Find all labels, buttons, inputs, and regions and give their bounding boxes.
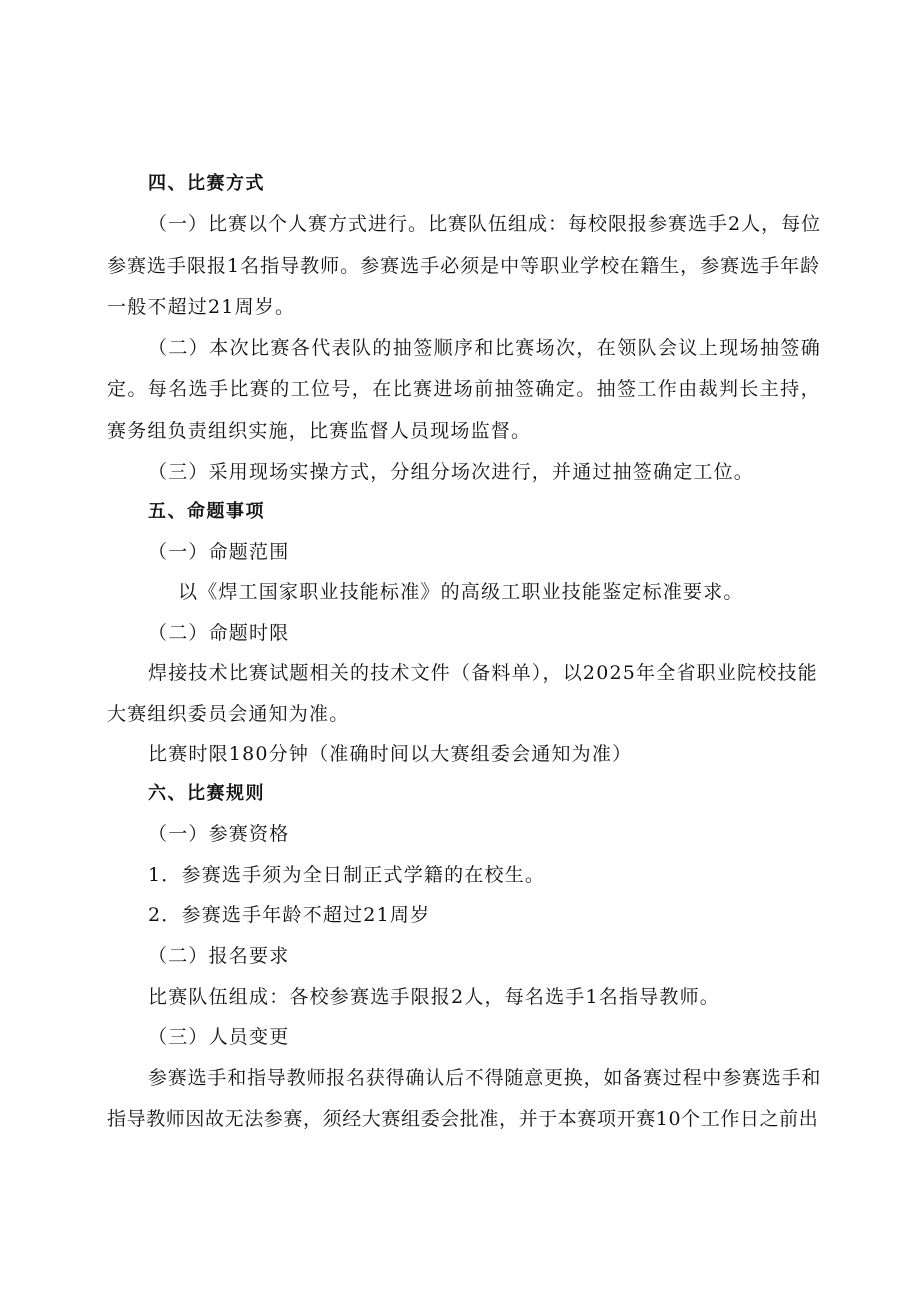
section-6-subheading-2: （二）报名要求 xyxy=(148,945,290,967)
section-6-item-1: 1．参赛选手须为全日制正式学籍的在校生。 xyxy=(148,864,546,886)
section-5-heading: 五、命题事项 xyxy=(148,501,265,522)
section-5-subheading-1: （一）命题范围 xyxy=(148,541,290,563)
section-4-para-1-line-2: 参赛选手限报1名指导教师。参赛选手必须是中等职业学校在籍生，参赛选手年龄 xyxy=(107,255,821,277)
section-5-sub-1-text: 以《焊工国家职业技能标准》的高级工职业技能鉴定标准要求。 xyxy=(178,581,744,603)
section-5-sub-2-line-2: 大赛组织委员会通知为准。 xyxy=(107,703,350,725)
section-4-para-2-line-3: 赛务组负责组织实施，比赛监督人员现场监督。 xyxy=(107,420,532,442)
section-6-item-2: 2．参赛选手年龄不超过21周岁 xyxy=(148,904,431,926)
section-6-subheading-3: （三）人员变更 xyxy=(148,1026,290,1048)
section-5-subheading-2: （二）命题时限 xyxy=(148,622,290,644)
section-5-time-limit: 比赛时限180分钟（准确时间以大赛组委会通知为准） xyxy=(148,743,633,765)
section-5-sub-2-line-1: 焊接技术比赛试题相关的技术文件（备料单），以2025年全省职业院校技能 xyxy=(148,662,818,684)
section-4-para-2-line-2: 定。每名选手比赛的工位号，在比赛进场前抽签确定。抽签工作由裁判长主持， xyxy=(107,378,822,400)
section-6-heading: 六、比赛规则 xyxy=(148,783,265,804)
section-4-para-3: （三）采用现场实操方式，分组分场次进行，并通过抽签确定工位。 xyxy=(148,461,755,483)
section-6-sub-2-text: 比赛队伍组成：各校参赛选手限报2人，每名选手1名指导教师。 xyxy=(148,986,720,1008)
section-6-subheading-1: （一）参赛资格 xyxy=(148,823,290,845)
section-4-para-2-line-1: （二）本次比赛各代表队的抽签顺序和比赛场次，在领队会议上现场抽签确 xyxy=(148,337,822,359)
section-4-para-1-line-3: 一般不超过21周岁。 xyxy=(107,296,296,318)
section-6-sub-3-line-1: 参赛选手和指导教师报名获得确认后不得随意更换，如备赛过程中参赛选手和 xyxy=(148,1067,822,1089)
section-4-heading: 四、比赛方式 xyxy=(148,173,265,194)
section-4-para-1-line-1: （一）比赛以个人赛方式进行。比赛队伍组成：每校限报参赛选手2人，每位 xyxy=(148,213,822,235)
section-6-sub-3-line-2: 指导教师因故无法参赛，须经大赛组委会批准，并于本赛项开赛10个工作日之前出 xyxy=(107,1108,819,1130)
